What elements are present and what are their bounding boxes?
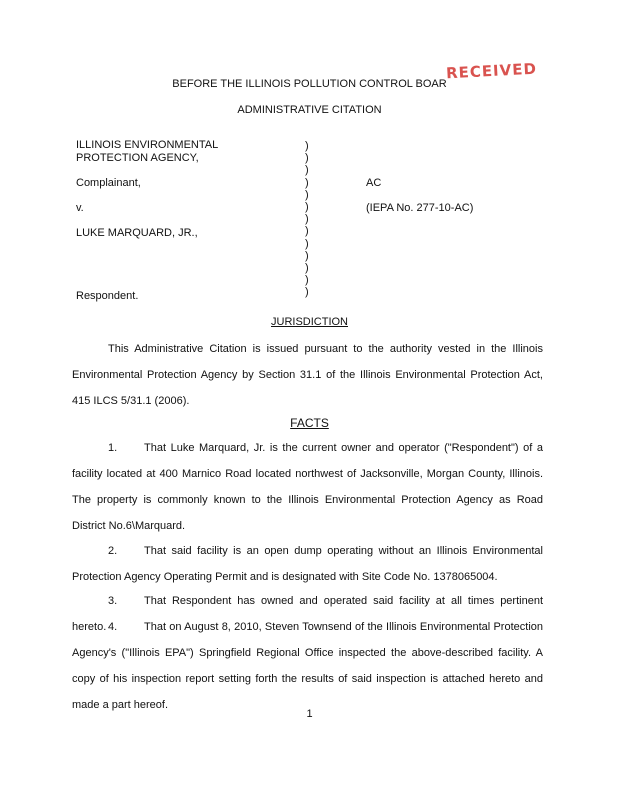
- fact-number: 4.: [108, 621, 118, 633]
- fact-paragraph-4: [72, 614, 543, 718]
- fact-number: 2.: [108, 545, 118, 557]
- versus-label: v.: [76, 202, 84, 214]
- document-type-heading: ADMINISTRATIVE CITATION: [237, 104, 382, 116]
- facts-heading: FACTS: [290, 416, 329, 430]
- fact-paragraph-1: [72, 435, 543, 539]
- complainant-label: Complainant,: [76, 177, 141, 189]
- court-heading: BEFORE THE ILLINOIS POLLUTION CONTROL BOAR: [172, 78, 447, 90]
- fact-text: That on August 8, 2010, Steven Townsend of the Illinois Environmental Protection Agency's ("Illinois EPA") Springfield Regional Office inspected the above-described facility. A copy of his inspection report setting forth the results of said inspection is attached hereto and made a part hereof.: [72, 621, 543, 711]
- received-stamp: RECEIVED: [445, 59, 538, 83]
- respondent-label: Respondent.: [76, 290, 139, 302]
- caption-parentheses: ) ) ) ) ) ) ) ) ) ) ) ) ): [305, 140, 309, 299]
- fact-paragraph-2: [72, 538, 543, 590]
- case-number-iepa: (IEPA No. 277-10-AC): [366, 202, 474, 214]
- jurisdiction-heading: JURISDICTION: [271, 316, 348, 328]
- complainant-name-line1: ILLINOIS ENVIRONMENTAL: [76, 139, 219, 151]
- fact-text: That Respondent has owned and operated said facility at all times pertinent hereto.: [72, 595, 543, 633]
- fact-number: 1.: [108, 442, 118, 454]
- fact-text: That Luke Marquard, Jr. is the current owner and operator ("Respondent") of a facility located at 400 Marnico Road located northwest of Jacksonville, Morgan County, Illinois. The property is commonly known to the Illinois Environmental Protection Agency as Road District No.6\Marquard.: [72, 442, 543, 532]
- fact-number: 3.: [108, 595, 118, 607]
- respondent-name: LUKE MARQUARD, JR.,: [76, 227, 198, 239]
- case-number-ac: AC: [366, 177, 382, 189]
- fact-text: That said facility is an open dump operating without an Illinois Environmental Protection Agency Operating Permit and is designated with Site Code No. 1378065004.: [72, 545, 543, 583]
- page-number: 1: [306, 708, 313, 720]
- jurisdiction-paragraph: This Administrative Citation is issued pursuant to the authority vested in the Illinois Environmental Protection Agency by Section 31.1 of the Illinois Environmental Protection Act, 415 ILCS 5/31.1 (2006).: [72, 343, 543, 407]
- complainant-name-line2: PROTECTION AGENCY,: [76, 152, 199, 164]
